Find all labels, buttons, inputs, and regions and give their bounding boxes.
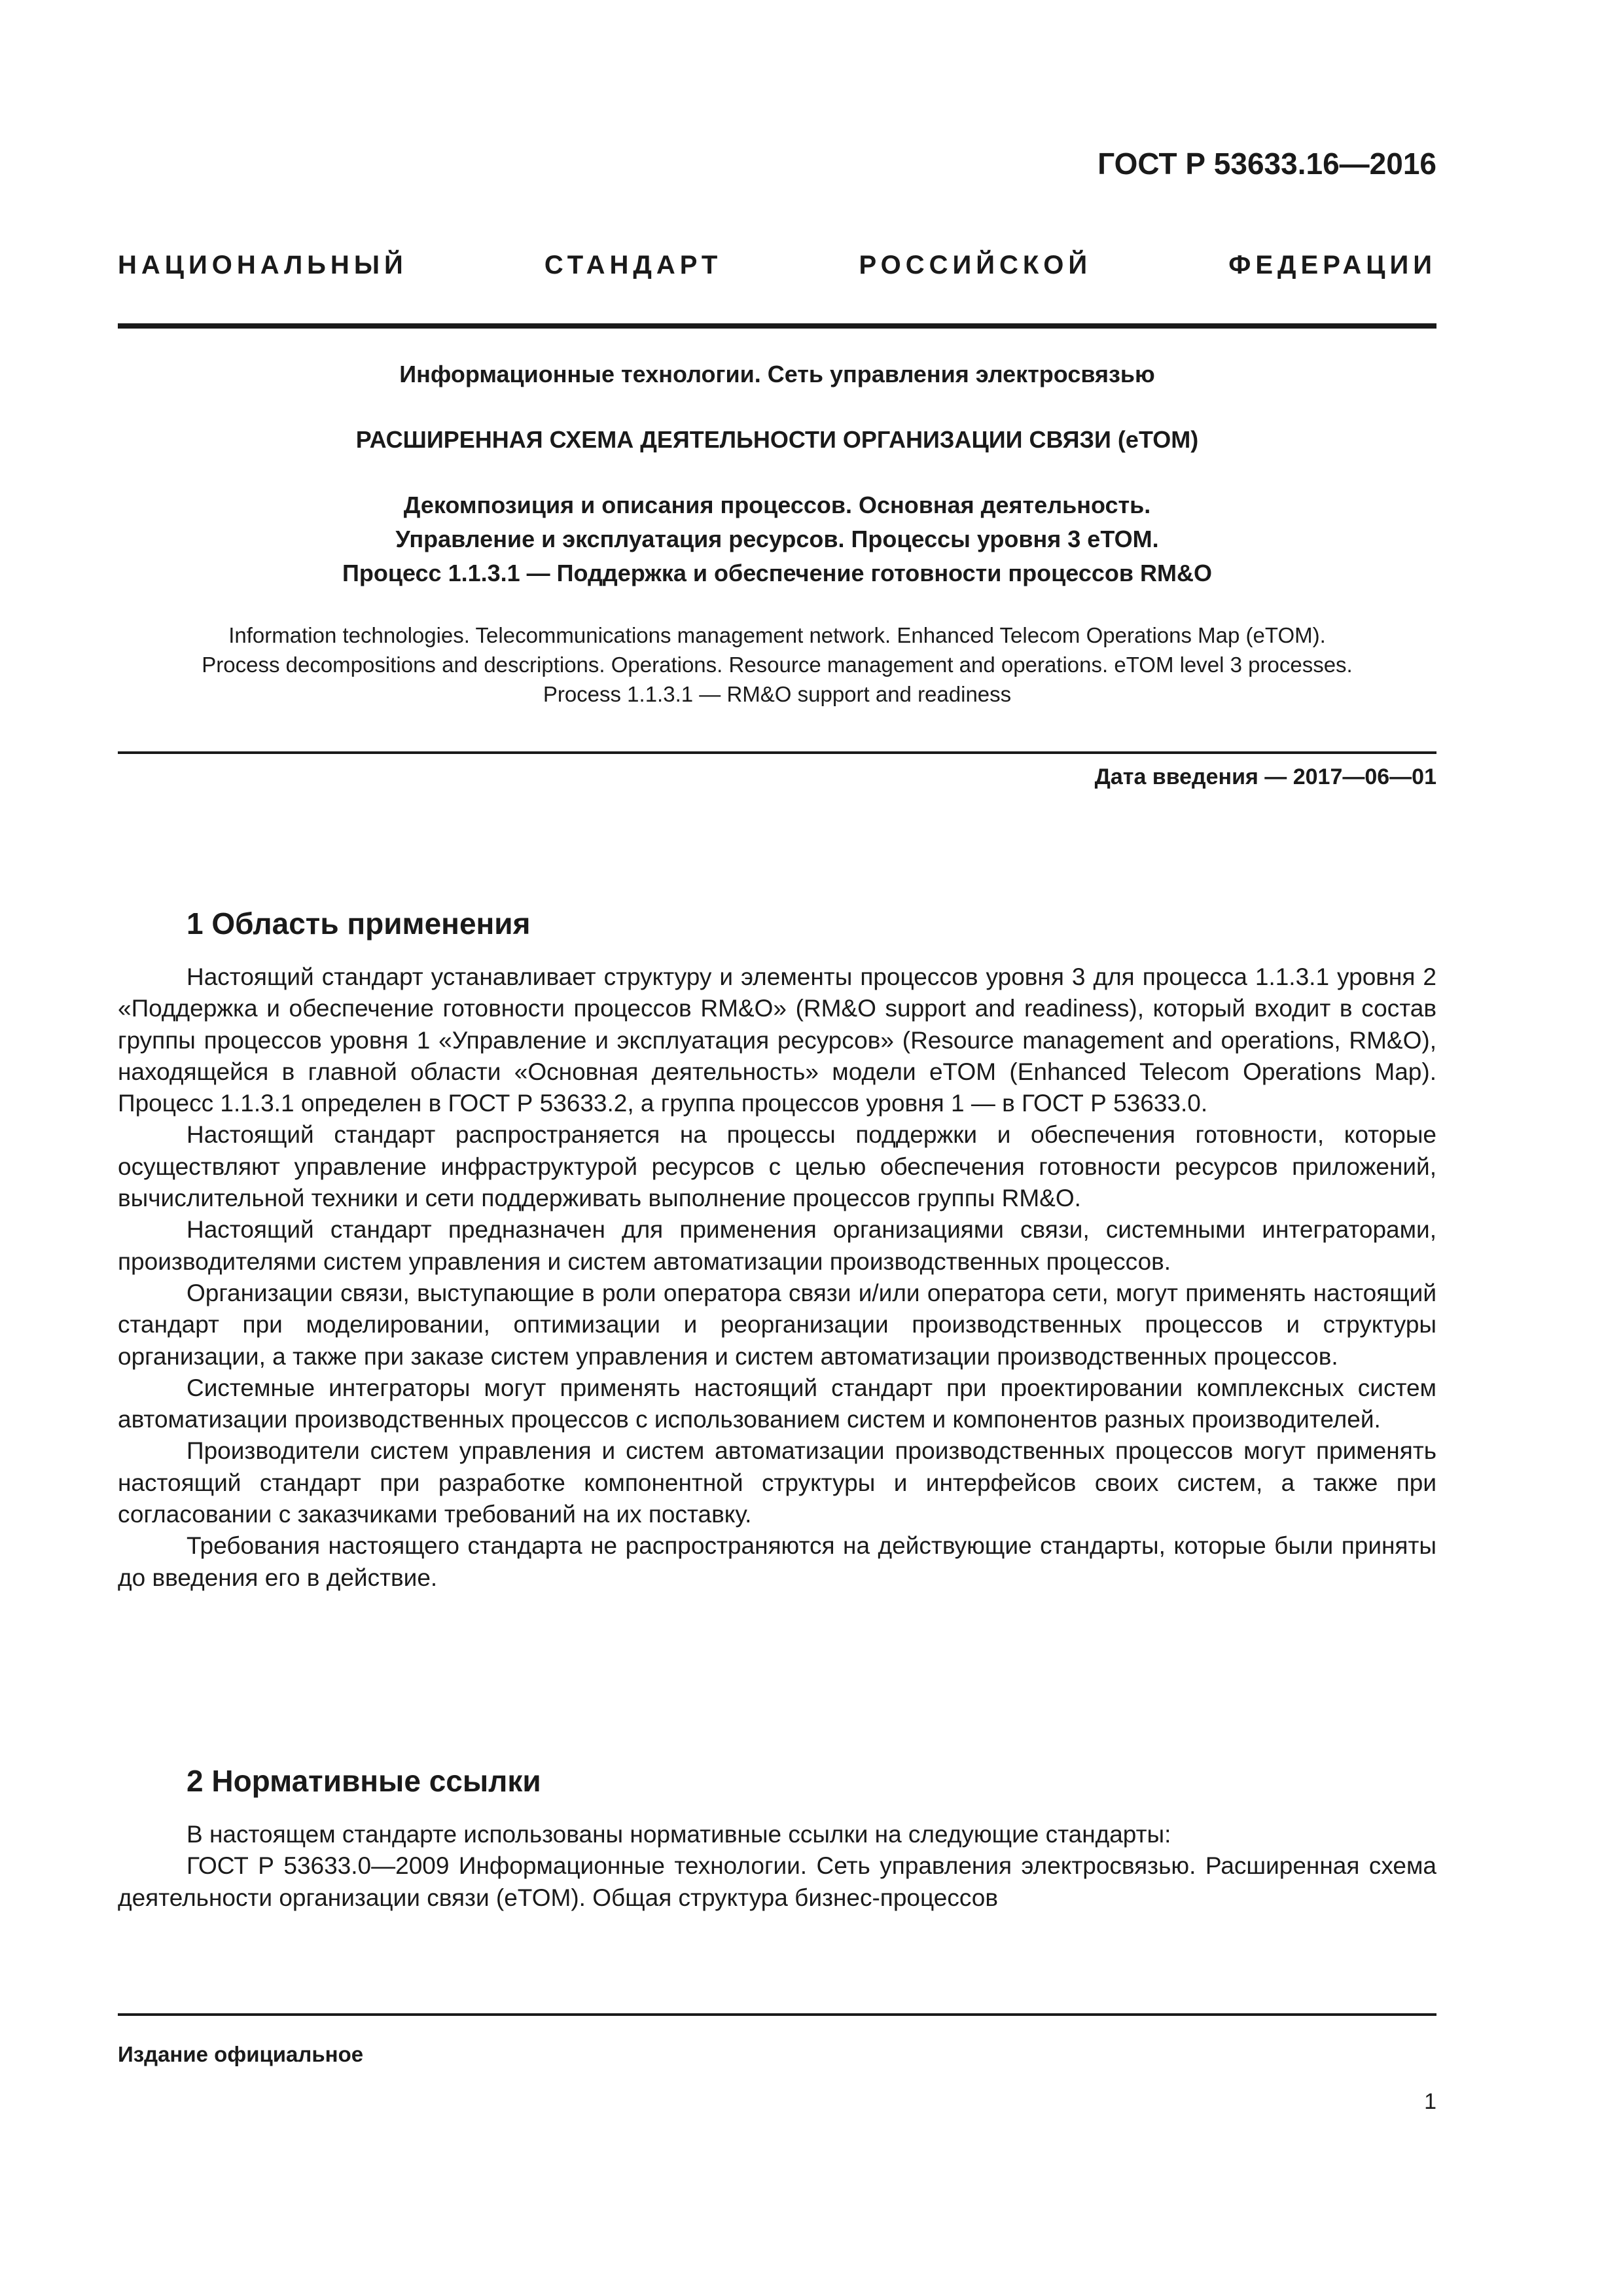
english-title-line: Process decompositions and descriptions. Operations. Resource management and operations. eTOM level 3 processes. bbox=[202, 653, 1353, 677]
official-edition-label: Издание официальное bbox=[118, 2042, 364, 2066]
title-subtitle-line: Управление и эксплуатация ресурсов. Процессы уровня 3 eTOM. bbox=[395, 526, 1159, 552]
english-title-line: Information technologies. Telecommunications management network. Enhanced Telecom Operations Map (eTOM). bbox=[228, 623, 1326, 647]
national-standard-header: НАЦИОНАЛЬНЫЙ СТАНДАРТ РОССИЙСКОЙ ФЕДЕРАЦИИ bbox=[118, 251, 1436, 279]
title-line-2: РАСШИРЕННАЯ СХЕМА ДЕЯТЕЛЬНОСТИ ОРГАНИЗАЦИИ СВЯЗИ (eTOM) bbox=[355, 426, 1199, 453]
paragraph: Настоящий стандарт устанавливает структуру и элементы процессов уровня 3 для процесса 1.1.3.1 уровня 2 «Поддержка и обеспечение готовности процессов RM&O» (RM&O support and readiness), который входит в состав группы процессов уровня 1 «Управление и эксплуатация ресурсов» (Resource management and operations, RM&O), находящейся в главной области «Основная деятельность» модели eTOM (Enhanced Telecom Operations Map). Процесс 1.1.3.1 определен в ГОСТ Р 53633.2, а группа процессов уровня 1 — в ГОСТ Р 53633.0. bbox=[118, 963, 1436, 1117]
introduction-date: Дата введения — 2017—06—01 bbox=[1094, 764, 1436, 789]
footer-divider bbox=[118, 2013, 1436, 2016]
document-id: ГОСТ Р 53633.16—2016 bbox=[1097, 147, 1436, 181]
section-2-heading: 2 Нормативные ссылки bbox=[187, 1764, 541, 1798]
header-divider bbox=[118, 323, 1436, 329]
paragraph: Требования настоящего стандарта не распространяются на действующие стандарты, которые были приняты до введения его в действие. bbox=[118, 1532, 1436, 1591]
english-title bbox=[118, 620, 1436, 709]
section-1-body bbox=[118, 961, 1436, 1594]
paragraph: Настоящий стандарт распространяется на процессы поддержки и обеспечения готовности, которые осуществляют управление инфраструктурой ресурсов с целью обеспечения готовности ресурсов приложений, вычислительной техники и сети поддерживать выполнение процессов группы RM&O. bbox=[118, 1121, 1436, 1212]
title-line-1: Информационные технологии. Сеть управления электросвязью bbox=[399, 361, 1155, 387]
paragraph: Настоящий стандарт предназначен для применения организациями связи, системными интеграторами, производителями систем управления и систем автоматизации производственных процессов. bbox=[118, 1216, 1436, 1275]
paragraph: Организации связи, выступающие в роли оператора связи и/или оператора сети, могут применять настоящий стандарт при моделировании, оптимизации и реорганизации производственных процессов и структуры организации, а также при заказе систем управления и систем автоматизации производственных процессов. bbox=[118, 1279, 1436, 1370]
paragraph: ГОСТ Р 53633.0—2009 Информационные технологии. Сеть управления электросвязью. Расширенная схема деятельности организации связи (eTOM). Общая структура бизнес-процессов bbox=[118, 1852, 1436, 1911]
section-1-heading: 1 Область применения bbox=[187, 906, 531, 941]
paragraph: Производители систем управления и систем автоматизации производственных процессов могут применять настоящий стандарт при разработке компонентной структуры и интерфейсов своих систем, а также при согласовании с заказчиками требований на их поставку. bbox=[118, 1437, 1436, 1528]
title-subtitle-line: Процесс 1.1.3.1 — Поддержка и обеспечение готовности процессов RM&O bbox=[342, 560, 1212, 586]
page-number: 1 bbox=[1424, 2089, 1436, 2114]
paragraph: Системные интеграторы могут применять настоящий стандарт при проектировании комплексных систем автоматизации производственных процессов с использованием систем и компонентов разных производителей. bbox=[118, 1374, 1436, 1433]
title-subtitle-line: Декомпозиция и описания процессов. Основная деятельность. bbox=[403, 492, 1151, 518]
paragraph: В настоящем стандарте использованы нормативные ссылки на следующие стандарты: bbox=[187, 1821, 1171, 1848]
english-title-line: Process 1.1.3.1 — RM&O support and readiness bbox=[543, 682, 1012, 706]
title-subtitle bbox=[118, 488, 1436, 590]
section-2-body bbox=[118, 1819, 1436, 1914]
title-divider bbox=[118, 751, 1436, 754]
